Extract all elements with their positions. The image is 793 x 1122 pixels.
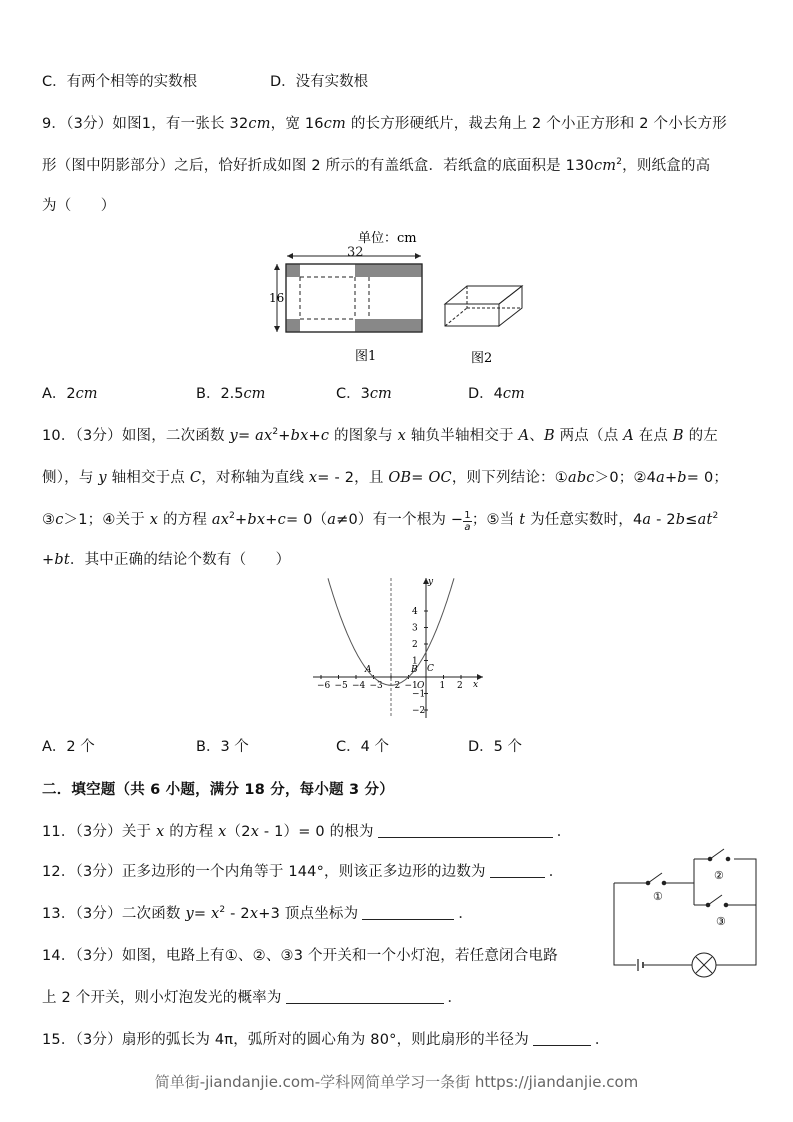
answer-blank[interactable] bbox=[490, 863, 545, 878]
shaded-square bbox=[286, 319, 300, 332]
q14-line2: 上 2 个开关，则小灯泡发光的概率为 ． bbox=[42, 990, 463, 1006]
shaded-square bbox=[286, 264, 300, 277]
y-tick-label: 2 bbox=[412, 640, 418, 650]
answer-blank[interactable] bbox=[286, 989, 444, 1004]
x-tick-label: −3 bbox=[369, 681, 383, 691]
q13-line: 13．（3分）二次函数 $y= x^2 - 2x+3$ 顶点坐标为 ． bbox=[42, 905, 474, 922]
length-label: 32 bbox=[347, 245, 364, 260]
q9-line1: 9．（3分）如图1，有一张长 32cm，宽 16cm 的长方形硬纸片，裁去角上 2 个小正方形和 2 个小长方形 bbox=[42, 116, 728, 132]
y-tick-label: 4 bbox=[412, 607, 418, 617]
fig-unit-label: 单位：cm bbox=[358, 231, 417, 246]
q9-line3: 为（ ） bbox=[42, 198, 116, 214]
shaded-rect bbox=[355, 319, 422, 332]
q10-graph bbox=[305, 574, 485, 722]
q8-option-d: D．没有实数根 bbox=[270, 74, 369, 90]
q8-option-c: C．有两个相等的实数根 bbox=[42, 74, 198, 90]
x-tick-label: −2 bbox=[387, 681, 401, 691]
answer-blank[interactable] bbox=[533, 1031, 591, 1046]
q9-option-c: C．3cm bbox=[336, 386, 392, 402]
x-tick-label: −4 bbox=[352, 681, 366, 691]
section-heading: 二．填空题（共 6 小题，满分 18 分，每小题 3 分） bbox=[42, 782, 394, 798]
q10-option-b: B．3 个 bbox=[196, 739, 249, 755]
answer-blank[interactable] bbox=[378, 823, 553, 838]
switch-3-label: ③ bbox=[716, 915, 726, 928]
x-tick-label: O bbox=[417, 681, 425, 691]
q9-option-a: A．2cm bbox=[42, 386, 98, 402]
q12-line: 12．（3分）正多边形的一个内角等于 144°，则该正多边形的边数为 ． bbox=[42, 864, 564, 880]
point-c-label: C bbox=[427, 664, 434, 674]
y-tick-label: −1 bbox=[412, 689, 426, 700]
y-tick-label: −2 bbox=[412, 706, 426, 716]
q14-line1: 14．（3分）如图，电路上有①、②、③3 个开关和一个小灯泡，若任意闭合电路 bbox=[42, 948, 558, 964]
q9-option-b: B．2.5cm bbox=[196, 386, 266, 402]
q9-option-d: D．4cm bbox=[468, 386, 525, 402]
q10-line2: 侧），与 y 轴相交于点 C，对称轴为直线 x= - 2，且 OB= OC，则下列结论：①abc＞0；②4a+b= 0； bbox=[42, 470, 729, 486]
point-a-label: A bbox=[365, 665, 372, 675]
answer-blank[interactable] bbox=[362, 905, 454, 920]
point-b-label: B bbox=[411, 665, 418, 675]
switch-2-label: ② bbox=[714, 869, 724, 882]
x-tick-label: −5 bbox=[334, 681, 348, 691]
q9-line2: 形（图中阴影部分）之后，恰好折成如图 2 所示的有盖纸盒．若纸盒的底面积是 $130cm^2$，则纸盒的高 bbox=[42, 157, 711, 174]
shaded-rect bbox=[355, 264, 422, 277]
q10-line4: +bt．其中正确的结论个数有（ ） bbox=[42, 552, 291, 568]
circuit-diagram bbox=[608, 845, 768, 980]
q10-line1: 10．（3分）如图，二次函数 $y= ax^2+bx+c$ 的图象与 x 轴负半轴相交于 A、B 两点（点 A 在点 B 的左 bbox=[42, 427, 718, 444]
q11-line: 11．（3分）关于 x 的方程 x（2x - 1）= 0 的根为 ． bbox=[42, 824, 572, 840]
y-tick-label: 3 bbox=[412, 623, 418, 634]
page-footer: 简单街-jiandanjie.com-学科网简单学习一条街 https://jiandanjie.com bbox=[154, 1073, 639, 1091]
q10-option-c: C．4 个 bbox=[336, 739, 389, 755]
fig1-caption: 图1 bbox=[355, 349, 377, 364]
y-tick-label: 1 bbox=[412, 656, 418, 667]
box-3d bbox=[445, 286, 522, 326]
q10-option-d: D．5 个 bbox=[468, 739, 522, 755]
x-tick-label: 1 bbox=[439, 681, 446, 691]
x-tick-label: −1 bbox=[404, 681, 418, 691]
q15-line: 15．（3分）扇形的弧长为 4π，弧所对的圆心角为 80°，则此扇形的半径为 ． bbox=[42, 1032, 610, 1048]
fraction: $\frac{1}{a}$ bbox=[464, 510, 471, 533]
q9-figure bbox=[265, 226, 535, 371]
width-label: 16 bbox=[269, 291, 285, 305]
x-tick-label: −6 bbox=[317, 681, 331, 691]
y-axis-label: y bbox=[428, 577, 434, 587]
x-axis-label: x bbox=[473, 680, 479, 690]
q10-option-a: A．2 个 bbox=[42, 739, 95, 755]
q10-line3: ③c＞1；④关于 x 的方程 $ax^2+bx+c= 0(a\ne 0)$有一个根为 − $\frac{1}{a}$ ；⑤当 t 为任意实数时，$4a - 2b\le at^2$ bbox=[42, 510, 719, 533]
x-tick-label: 2 bbox=[457, 681, 463, 691]
fig2-caption: 图2 bbox=[471, 351, 493, 366]
switch-1-label: ① bbox=[653, 890, 663, 903]
